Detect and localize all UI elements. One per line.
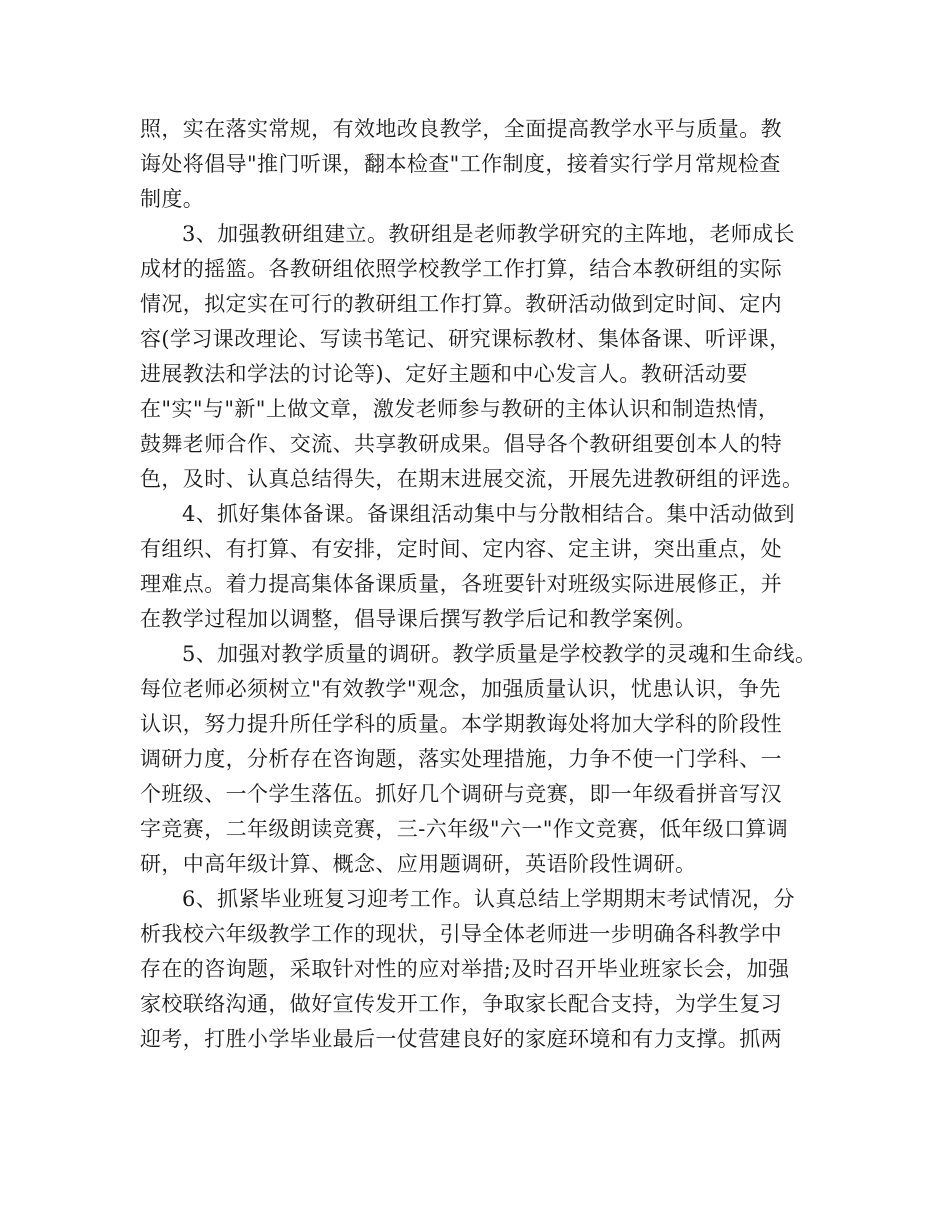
text-line: 有组织、有打算、有安排，定时间、定内容、定主讲，突出重点，处 bbox=[140, 537, 782, 561]
text-line: 家校联络沟通，做好宣传发开工作，争取家长配合支持，为学生复习 bbox=[140, 992, 782, 1016]
text-line: 容(学习课改理论、写读书笔记、研究课标教材、集体备课、听评课， bbox=[140, 327, 791, 351]
text-line: 存在的咨询题，采取针对性的应对举措;及时召开毕业班家长会，加强 bbox=[140, 957, 790, 981]
text-line: 照，实在落实常规，有效地改良教学，全面提高教学水平与质量。教 bbox=[140, 117, 782, 141]
text-line: 色，及时、认真总结得失，在期末进展交流，开展先进教研组的评选。 bbox=[140, 467, 804, 491]
paragraph-first-line: 5、加强对教学质量的调研。教学质量是学校教学的灵魂和生命线。 bbox=[182, 642, 817, 666]
text-line: 成材的摇篮。各教研组依照学校教学工作打算，结合本教研组的实际 bbox=[140, 257, 782, 281]
text-line: 调研力度，分析存在咨询题，落实处理措施，力争不使一门学科、一 bbox=[140, 747, 782, 771]
text-line: 每位老师必须树立"有效教学"观念，加强质量认识，忧患认识，争先 bbox=[140, 677, 781, 701]
text-line: 在"实"与"新"上做文章，激发老师参与教研的主体认识和制造热情， bbox=[140, 397, 780, 421]
text-line: 析我校六年级教学工作的现状，引导全体老师进一步明确各科教学中 bbox=[140, 922, 782, 946]
text-line: 诲处将倡导"推门听课，翻本检查"工作制度，接着实行学月常规检查 bbox=[140, 152, 781, 176]
text-line: 字竞赛，二年级朗读竞赛，三-六年级"六一"作文竞赛，低年级口算调 bbox=[140, 817, 789, 841]
text-line: 研，中高年级计算、概念、应用题调研，英语阶段性调研。 bbox=[140, 852, 697, 876]
text-line: 进展教法和学法的讨论等)、定好主题和中心发言人。教研活动要 bbox=[140, 362, 748, 386]
body-text bbox=[140, 112, 830, 1057]
text-line: 情况，拟定实在可行的教研组工作打算。教研活动做到定时间、定内 bbox=[140, 292, 782, 316]
text-line: 在教学过程加以调整，倡导课后撰写教学后记和教学案例。 bbox=[140, 607, 697, 631]
text-line: 理难点。着力提高集体备课质量，各班要针对班级实际进展修正，并 bbox=[140, 572, 782, 596]
text-line: 迎考，打胜小学毕业最后一仗营建良好的家庭环境和有力支撑。抓两 bbox=[140, 1027, 782, 1051]
paragraph-first-line: 4、抓好集体备课。备课组活动集中与分散相结合。集中活动做到 bbox=[182, 502, 795, 526]
text-line: 鼓舞老师合作、交流、共享教研成果。倡导各个教研组要创本人的特 bbox=[140, 432, 782, 456]
text-line: 认识，努力提升所任学科的质量。本学期教诲处将加大学科的阶段性 bbox=[140, 712, 782, 736]
text-line: 制度。 bbox=[140, 187, 205, 211]
paragraph-first-line: 6、抓紧毕业班复习迎考工作。认真总结上学期期末考试情况，分 bbox=[182, 887, 795, 911]
text-line: 个班级、一个学生落伍。抓好几个调研与竞赛，即一年级看拼音写汉 bbox=[140, 782, 782, 806]
paragraph-first-line: 3、加强教研组建立。教研组是老师教学研究的主阵地，老师成长 bbox=[182, 222, 795, 246]
